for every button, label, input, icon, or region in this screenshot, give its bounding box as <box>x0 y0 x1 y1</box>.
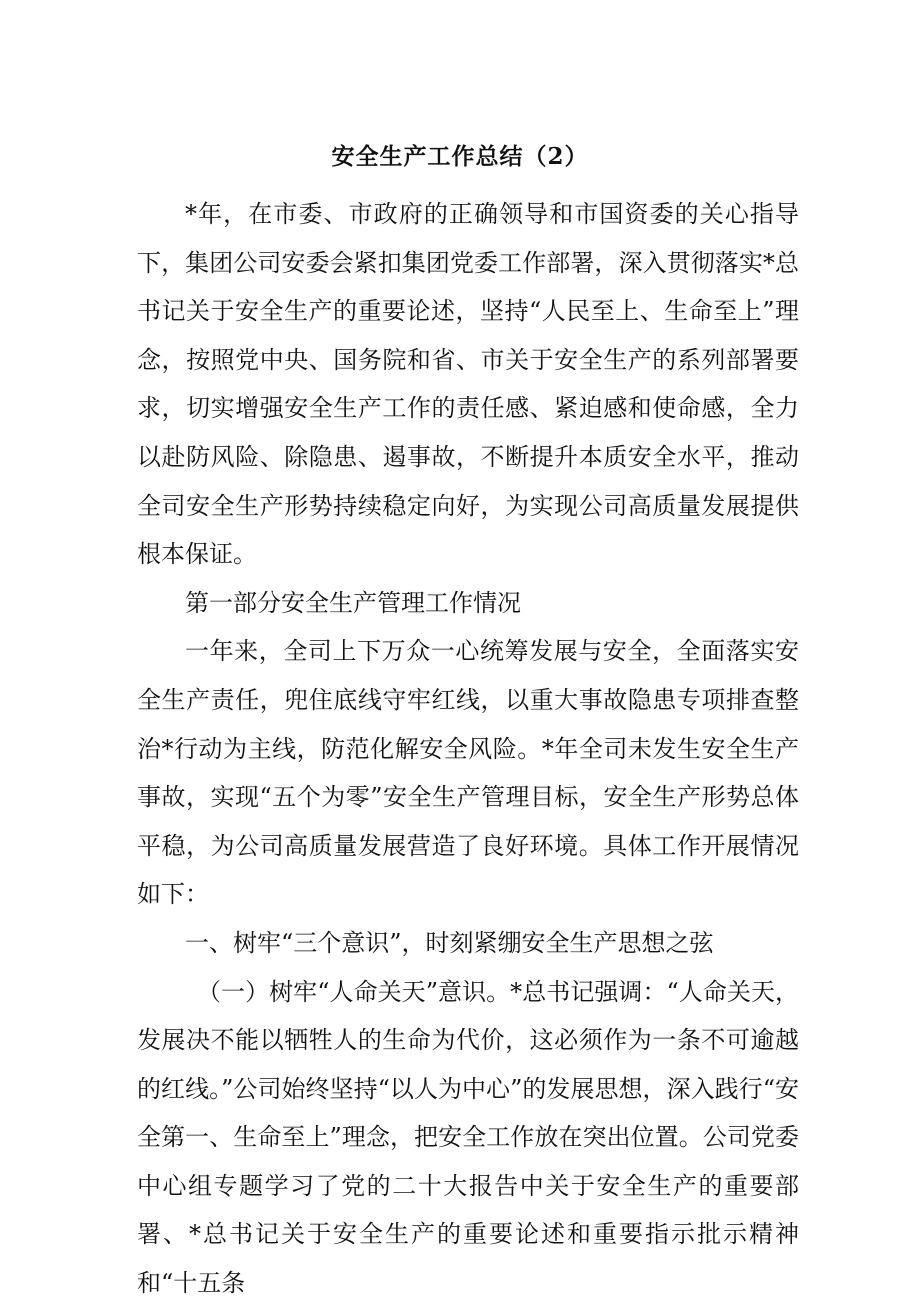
section-heading-part-one: 第一部分安全生产管理工作情况 <box>185 588 521 617</box>
document-title: 安全生产工作总结（2） <box>331 143 589 170</box>
document-body <box>137 190 799 1308</box>
paragraph-overview: 一年来，全司上下万众一心统筹发展与安全，全面落实安全生产责任，兜住底线守牢红线，以重大事故隐患专项排查整治*行动为主线，防范化解安全风险。*年全司未发生安全生产事故，实现“五个为零”安全生产管理目标，安全生产形势总体平稳，为公司高质量发展营造了良好环境。具体工作开展情况如下： <box>137 637 799 909</box>
section-heading-one: 一、树牢“三个意识”，时刻紧绷安全生产思想之弦 <box>185 928 714 957</box>
paragraph-intro: *年，在市委、市政府的正确领导和市国资委的关心指导下，集团公司安委会紧扣集团党委工作部署，深入贯彻落实*总书记关于安全生产的重要论述，坚持“人民至上、生命至上”理念，按照党中央、国务院和省、市关于安全生产的系列部署要求，切实增强安全生产工作的责任感、紧迫感和使命感，全力以赴防风险、除隐患、遏事故，不断提升本质安全水平，推动全司安全生产形势持续稳定向好，为实现公司高质量发展提供根本保证。 <box>137 200 799 569</box>
paragraph-subsection-one: （一）树牢“人命关天”意识。*总书记强调：“人命关天，发展决不能以牺牲人的生命为代价，这必须作为一条不可逾越的红线。”公司始终坚持“以人为中心”的发展思想，深入践行“安全第一、生命至上”理念，把安全工作放在突出位置。公司党委中心组专题学习了党的二十大报告中关于安全生产的重要部署、*总书记关于安全生产的重要论述和重要指示批示精神和“十五条 <box>137 977 799 1298</box>
